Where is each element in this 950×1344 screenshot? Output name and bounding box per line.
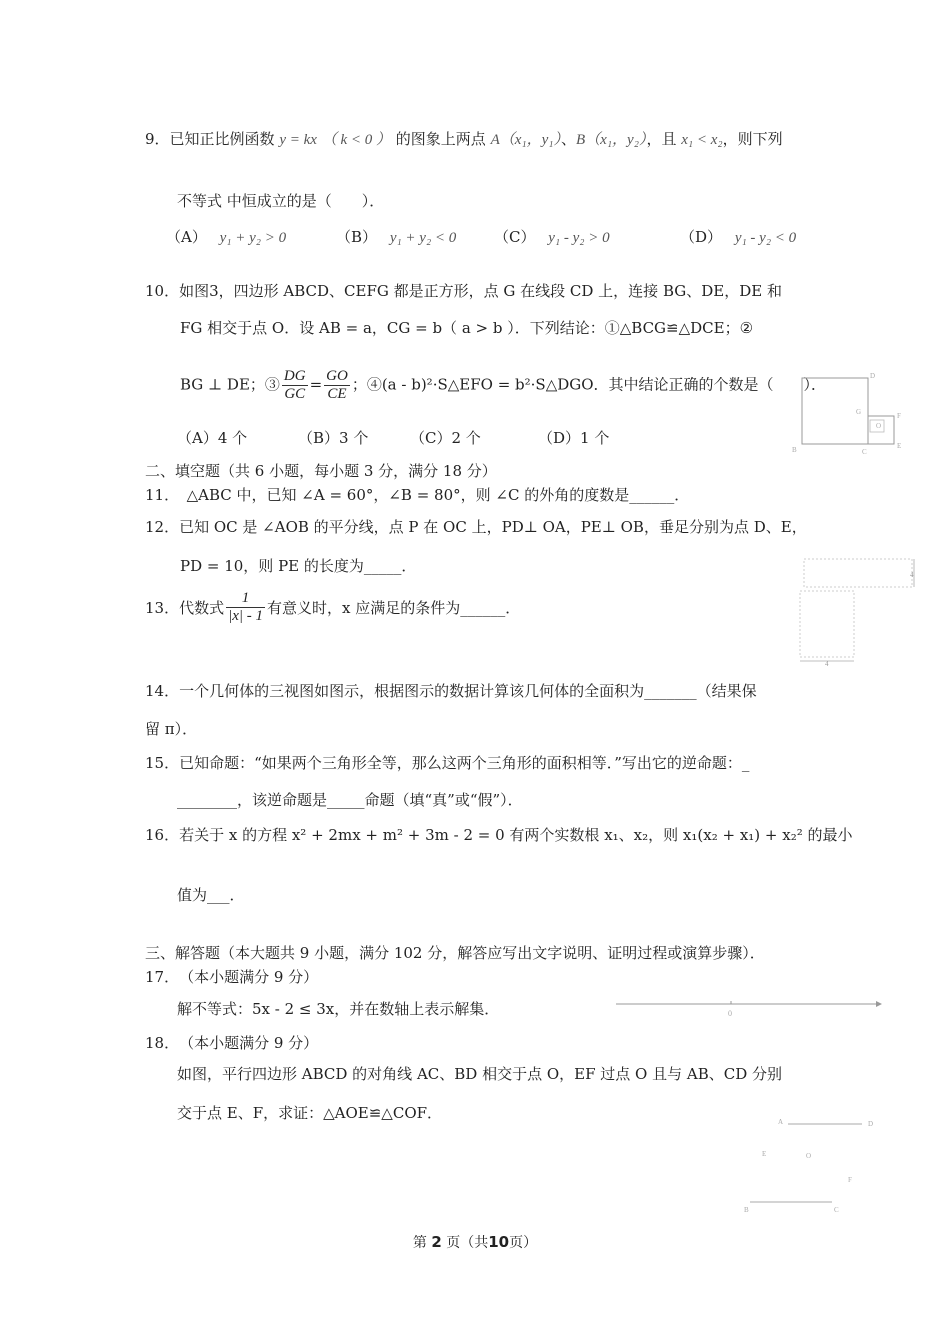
q12-line2: PD = 10，则 PE 的长度为_____． [180, 557, 417, 575]
fig18-label-e: E [762, 1150, 767, 1158]
number-line-zero-label: 0 [728, 1009, 732, 1018]
q9-line2: 不等式 中恒成立的是（ ）． [177, 192, 385, 210]
q15-line1: 15．已知命题：“如果两个三角形全等，那么这两个三角形的面积相等．”写出它的逆命题：_ [145, 754, 750, 772]
q17-head: 17． （本小题满分 9 分） [145, 968, 319, 986]
q16-line1: 16．若关于 x 的方程 x² + 2mx + m² + 3m - 2 = 0 有两个实数根 x₁、x₂，则 x₁(x₂ + x₁) + x₂² 的最小 [145, 826, 853, 844]
q10-option-b: （B）3 个 [298, 429, 369, 447]
q10-option-d: （D）1 个 [538, 429, 610, 447]
q10-line2: FG 相交于点 O．设 AB = a，CG = b（ a > b ）．下列结论：①△BCG≌△DCE；② [180, 319, 754, 337]
section2-title: 二、填空题（共 6 小题，每小题 3 分，满分 18 分） [145, 462, 497, 480]
q10-option-a: （A）4 个 [177, 429, 248, 447]
q9-line1: 9．已知正比例函数 y = kx （ k < 0 ） 的图象上两点 A（x₁，y₁）、B（x₁，y₂），且 x₁ < x₂，则下列 [145, 130, 783, 148]
fig-label-e: E [897, 442, 902, 450]
fig18-label-c: C [834, 1206, 839, 1214]
q9-option-b: （B） y₁ + y₂ < 0 [336, 228, 457, 246]
fig18-label-o: O [806, 1152, 812, 1160]
q14-line2: 留 π）． [145, 720, 198, 738]
fig14-label-height: 4 [910, 571, 914, 579]
fig-label-b: B [792, 446, 797, 454]
section3-title: 三、解答题（本大题共 9 小题，满分 102 分，解答应写出文字说明、证明过程或演算步骤）． [145, 944, 765, 962]
fraction-go-ce: $\frac{GO}{CE}$ [326, 368, 348, 402]
fig14-label-width: 4 [825, 660, 829, 667]
figure-three-views [770, 555, 920, 667]
fraction-dg-gc: $\frac{DG}{GC}$ [283, 368, 306, 402]
q9-option-a: （A） y₁ + y₂ > 0 [166, 228, 287, 246]
q10-line1: 10．如图3，四边形 ABCD、CEFG 都是正方形，点 G 在线段 CD 上，连接 BG、DE，DE 和 [145, 282, 782, 300]
fig-label-d: D [870, 372, 876, 380]
fig18-label-a: A [778, 1118, 784, 1126]
figure-squares [790, 366, 910, 456]
fig-label-g: G [856, 408, 862, 416]
page-total: 10 [488, 1233, 510, 1251]
q9-option-d: （D） y₁ - y₂ < 0 [680, 228, 797, 246]
page-number: 2 [431, 1233, 442, 1251]
q18-head: 18． （本小题满分 9 分） [145, 1034, 319, 1052]
q11-text: 11． △ABC 中，已知 ∠A = 60°，∠B = 80°，则 ∠C 的外角的度数是______． [145, 486, 690, 504]
q14-line1: 14．一个几何体的三视图如图示，根据图示的数据计算该几何体的全面积为_______（结果保 [145, 682, 757, 700]
fig18-label-b: B [744, 1206, 749, 1214]
figure-parallelogram [740, 1112, 880, 1216]
q18-line1: 如图，平行四边形 ABCD 的对角线 AC、BD 相交于点 O，EF 过点 O 且与 AB、CD 分别 [177, 1065, 782, 1083]
number-line [614, 996, 884, 1020]
fig-label-c: C [862, 448, 867, 456]
fig18-label-f: F [848, 1176, 852, 1184]
page-footer: 第 2 页（共10页） [412, 1233, 538, 1251]
fig18-label-d: D [868, 1120, 874, 1128]
q10-line3: BG ⊥ DE；③ $\frac{DG}{GC}$ = $\frac{GO}{CE}$ ；④(a - b)²·S△EFO = b²·S△DGO．其中结论正确的个数是（ ）． [180, 368, 827, 402]
fig-label-o: O [876, 422, 882, 430]
fraction-q13: $\frac{1}{|x| - 1}$ [228, 590, 263, 624]
q13-text: 13．代数式 $\frac{1}{|x| - 1}$ 有意义时，x 应满足的条件为______． [145, 590, 521, 624]
q18-line2: 交于点 E、F，求证：△AOE≌△COF． [177, 1104, 443, 1122]
q10-option-c: （C）2 个 [410, 429, 481, 447]
fig-label-f: F [897, 412, 901, 420]
q17-body: 解不等式：5x - 2 ≤ 3x，并在数轴上表示解集． [177, 1000, 500, 1018]
q15-line2: ________，该逆命题是_____命题（填“真”或“假”）． [177, 791, 523, 809]
q9-option-c: （C） y₁ - y₂ > 0 [494, 228, 610, 246]
q12-line1: 12．已知 OC 是 ∠AOB 的平分线，点 P 在 OC 上，PD⊥ OA，PE⊥ OB，垂足分别为点 D、E， [145, 518, 807, 536]
q16-line2: 值为___． [177, 886, 245, 904]
